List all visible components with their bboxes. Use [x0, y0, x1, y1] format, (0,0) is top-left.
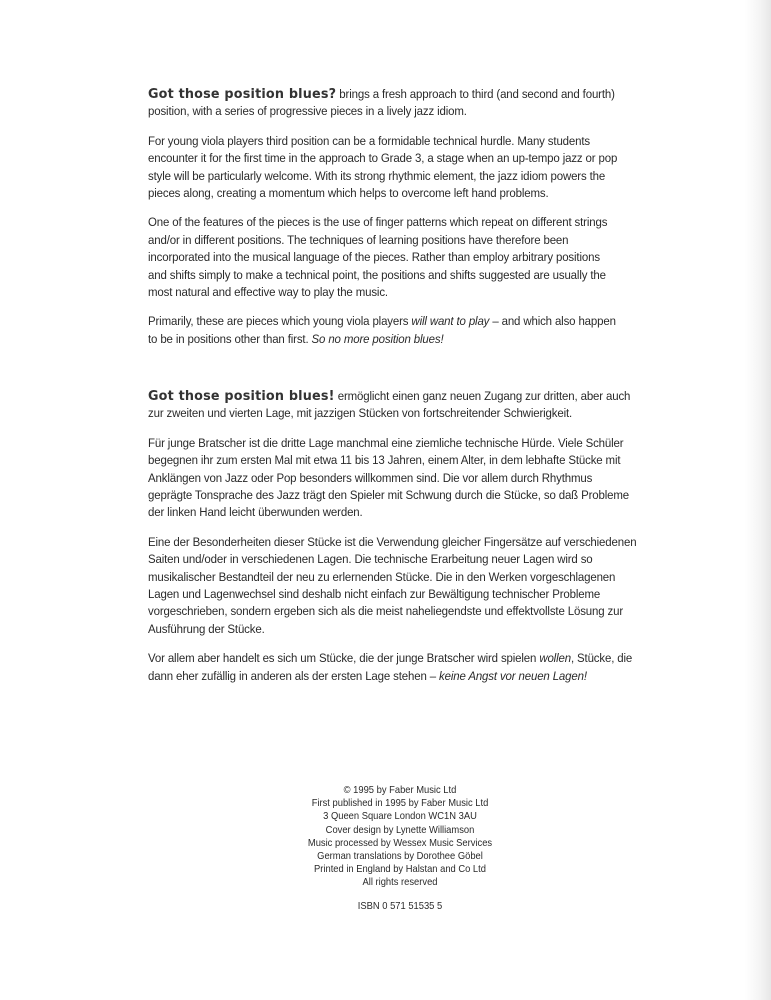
german-closing-text: Vor allem aber handelt es sich um Stücke, die der junge Bratscher wird spielen [148, 651, 540, 666]
german-book-title: Got those position blues! [148, 388, 335, 404]
german-intro-paragraph [148, 388, 637, 423]
english-closing-paragraph [148, 313, 618, 348]
english-paragraph: For young viola players third position can be a formidable technical hurdle. Many students encounter it for the first time in the approach to Grade 3, a stage when an up-tempo jazz or pop style will be particularly welcome. With its strong rhythmic element, the jazz idiom powers the pieces along, creating a momentum which helps to overcome left hand problems. [148, 133, 618, 201]
printer-line: Printed in England by Halstan and Co Ltd [314, 864, 486, 876]
english-paragraph: One of the features of the pieces is the use of finger patterns which repeat on different strings and/or in different positions. The techniques of learning positions have therefore been incorporated into the musical language of the pieces. Rather than employ arbitrary positions and shifts simply to make a technical point, the positions and shifts suggested are usually the most natural and effective way to play the music. [148, 215, 608, 300]
page-edge-shadow [745, 0, 771, 1000]
cover-design-line: Cover design by Lynette Williamson [325, 824, 475, 836]
copyright-line: © 1995 by Faber Music Ltd [343, 785, 457, 796]
german-closing-emphasis: wollen [539, 651, 571, 666]
english-preface [148, 86, 618, 360]
isbn: ISBN 0 571 51535 5 [357, 900, 443, 912]
colophon [262, 784, 538, 913]
publisher-address-line: 3 Queen Square London WC1N 3AU [323, 811, 477, 823]
german-preface [148, 388, 637, 697]
english-closing-tagline: So no more position blues! [311, 331, 444, 346]
english-book-title: Got those position blues? [148, 86, 337, 102]
german-intro-text: ermöglicht einen ganz neuen Zugang zur dritten, aber auch zur zweiten und vierten Lage, mit jazzigen Stücken von fortschreitender Schwierigkeit. [148, 389, 631, 421]
english-closing-text: Primarily, these are pieces which young viola players [148, 314, 412, 329]
german-paragraph: Für junge Bratscher ist die dritte Lage manchmal eine ziemliche technische Hürde. Viele Schüler begegnen ihr zum ersten Mal mit etwa 11 bis 13 Jahren, einem Alter, in dem lebhafte Stücke mit Anklängen von Jazz oder Pop besonders willkommen sind. Die vor allem durch Rhythmus geprägte Tonsprache des Jazz trägt den Spieler mit Schwung durch die Stücke, so daß Probleme der linken Hand leicht überwunden werden. [148, 435, 629, 520]
german-closing-tagline: keine Angst vor neuen Lagen! [439, 668, 587, 683]
english-closing-text: – and which also happen to be in positions other than first. [148, 314, 616, 346]
english-closing-emphasis: will want to play [411, 314, 490, 329]
rights-line: All rights reserved [362, 877, 438, 889]
translation-credit-line: German translations by Dorothee Göbel [317, 851, 483, 863]
english-intro-text: brings a fresh approach to third (and second and fourth) position, with a series of progressive pieces in a lively jazz idiom. [148, 87, 615, 119]
english-intro-paragraph [148, 86, 618, 121]
german-paragraph: Eine der Besonderheiten dieser Stücke ist die Verwendung gleicher Fingersätze auf verschiedenen Saiten und/oder in verschiedenen Lagen. Die technische Erarbeitung neuer Lagen wird so musikalischer Bestandteil der neu zu erlernenden Stücke. Die in den Werken vorgeschlagenen Lagen und Lagenwechsel sind deshalb nicht einfach zur Bewältigung technischer Probleme vorgeschrieben, sondern ergeben sich als die meist naheliegendste und effektvollste Lösung zur Ausführung der Stücke. [148, 534, 637, 636]
german-closing-text: , Stücke, die dann eher zufällig in anderen als der ersten Lage stehen – [148, 651, 633, 683]
german-closing-paragraph [148, 650, 637, 685]
first-published-line: First published in 1995 by Faber Music Ltd [311, 798, 489, 810]
music-processing-line: Music processed by Wessex Music Services [307, 837, 493, 849]
